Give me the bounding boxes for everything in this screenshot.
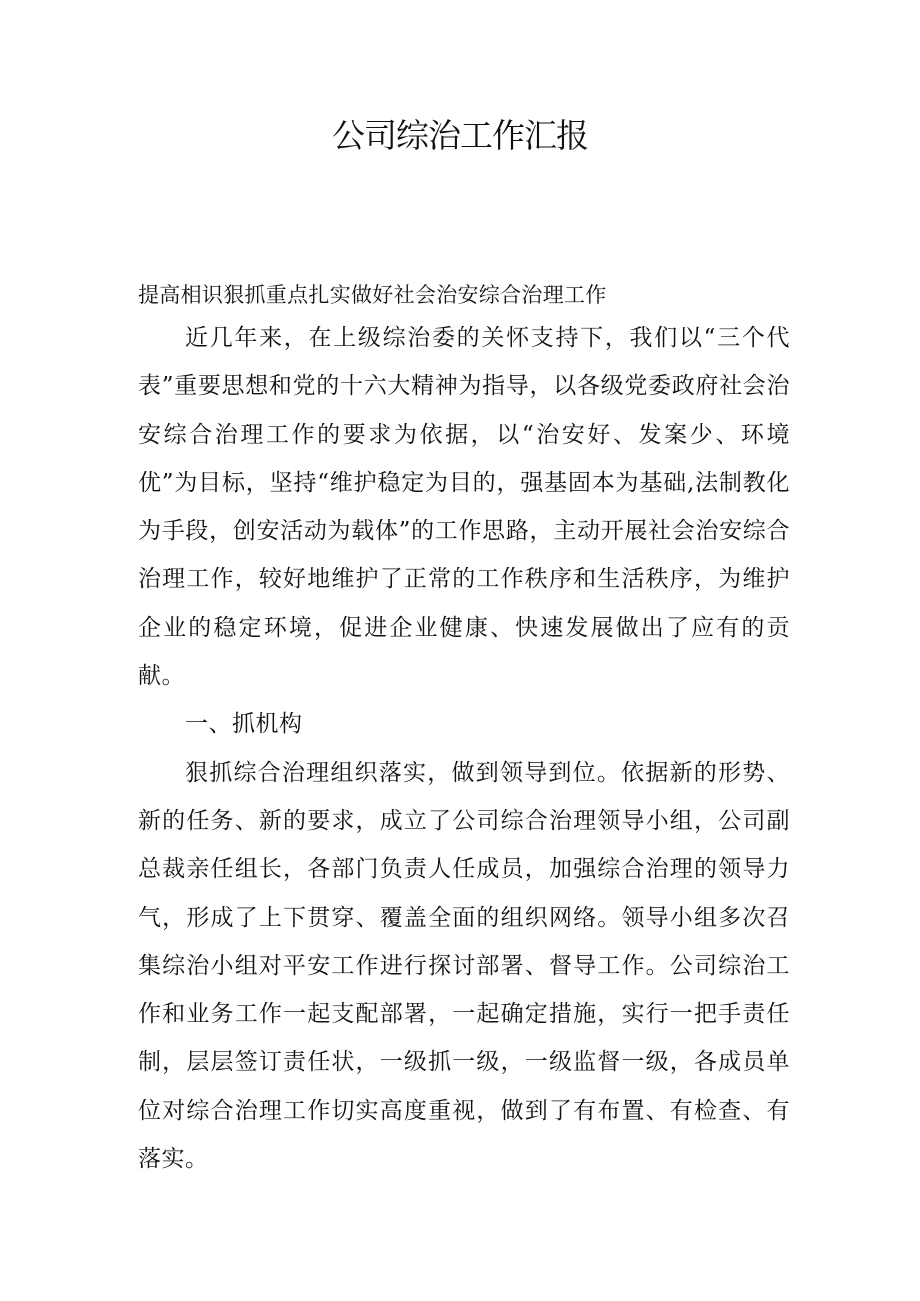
document-body [138,276,790,1183]
section-paragraph: 狠抓综合治理组织落实，做到领导到位。依据新的形势、新的任务、新的要求，成立了公司综合治理领导小组，公司副总裁亲任组长，各部门负责人任成员，加强综合治理的领导力气，形成了上下贯穿、覆盖全面的组织网络。领导小组多次召集综治小组对平安工作进行探讨部署、督导工作。公司综治工作和业务工作一起支配部署，一起确定措施，实行一把手责任制，层层签订责任状，一级抓一级，一级监督一级，各成员单位对综合治理工作切实高度重视，做到了有布置、有检查、有落实。 [138,759,790,1173]
document-subtitle: 提高相识狠抓重点扎实做好社会治安综合治理工作 [138,283,607,307]
document-title: 公司综治工作汇报 [332,116,588,155]
intro-paragraph: 近几年来，在上级综治委的关怀支持下，我们以“三个代表”重要思想和党的十六大精神为指导，以各级党委政府社会治安综合治理工作的要求为依据，以“治安好、发案少、环境优”为目标，坚持“维护稳定为目的，强基固本为基础,法制教化为手段，创安活动为载体”的工作思路，主动开展社会治安综合治理工作，较好地维护了正常的工作秩序和生活秩序，为维护企业的稳定环境，促进企业健康、快速发展做出了应有的贡献。 [138,325,790,690]
section-heading: 一、抓机构 [185,711,303,738]
